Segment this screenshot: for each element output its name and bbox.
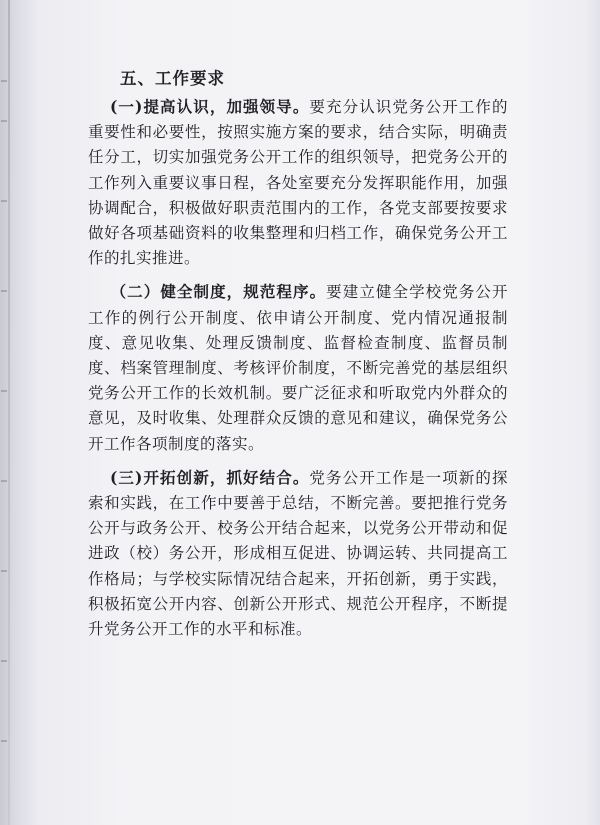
- paragraph-3-lead: (三)开拓创新，抓好结合。: [110, 467, 310, 487]
- paragraph-1-lead: (一)提高认识，加强领导。: [110, 97, 310, 116]
- paragraph-1-body: 要充分认识党务公开工作的重要性和必要性，按照实施方案的要求，结合实际，明确责任分工，切实加强党务公开工作的组织领导，把党务公开的工作列入重要议事日程，各处室要充分发挥职能作用，加强协调配合，积极做好职责范围内的工作，各党支部要按要求做好各项基础资料的收集整理和归档工作，确保党务公开工作的扎实推进。: [88, 98, 508, 268]
- section-heading: 五、工作要求: [120, 69, 225, 88]
- paragraph-1: [88, 94, 508, 271]
- document-body: [88, 64, 508, 642]
- paragraph-2-lead: （二）健全制度，规范程序。: [110, 282, 327, 302]
- paragraph-3-body: 党务公开工作是一项新的探索和实践，在工作中要善于总结，不断完善。要把推行党务公开与政务公开、校务公开结合起来，以党务公开带动和促进政（校）务公开，形成相互促进、协调运转、共同提高工作格局；与学校实际情况结合起来，开拓创新，勇于实践，积极拓宽公开内容、创新公开形式、规范公开程序，不断提升党务公开工作的水平和标准。: [88, 468, 508, 639]
- paragraph-2-body: 要建立健全学校党务公开工作的例行公开制度、依申请公开制度、党内情况通报制度、意见收集、处理反馈制度、监督检查制度、监督员制度、档案管理制度、考核评价制度，不断完善党的基层组织党务公开工作的长效机制。要广泛征求和听取党内外群众的意见，及时收集、处理群众反馈的意见和建议，确保党务公开工作各项制度的落实。: [88, 283, 508, 453]
- paragraph-3: [88, 465, 508, 642]
- binding-marks: [0, 60, 10, 760]
- paragraph-2: [88, 279, 508, 456]
